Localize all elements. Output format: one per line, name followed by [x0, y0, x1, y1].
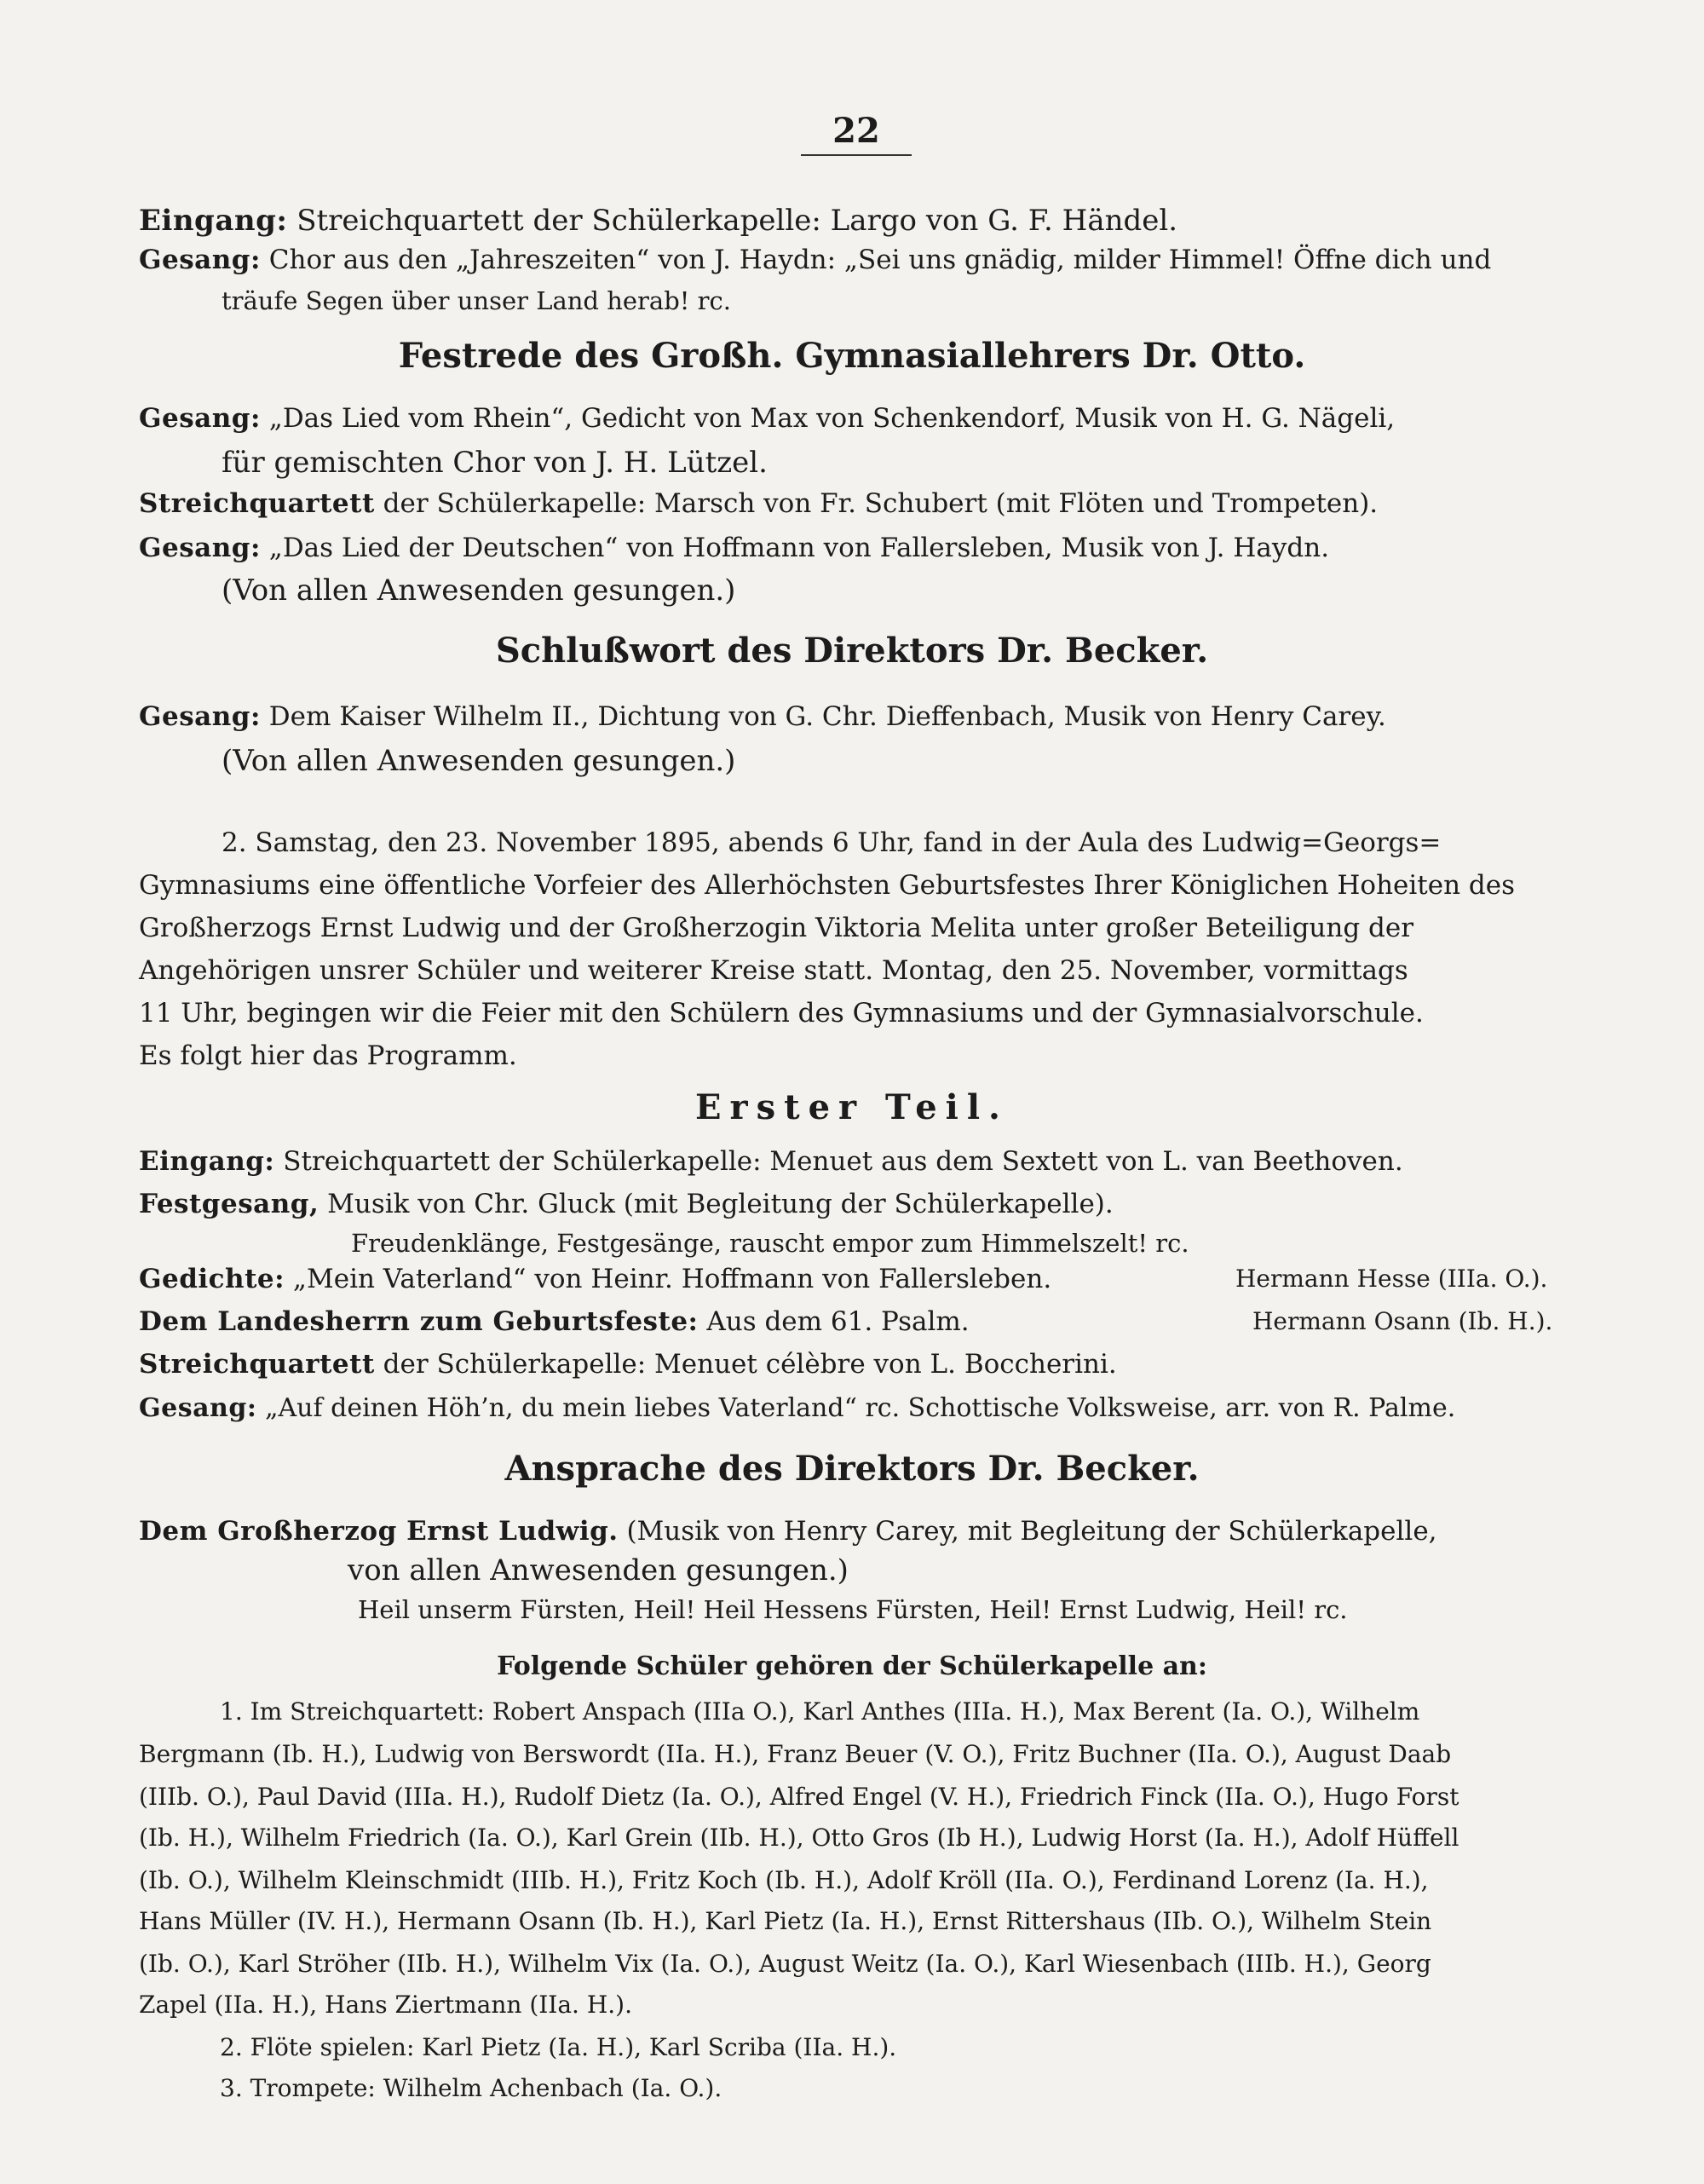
- paragraph-line: Es folgt hier das Programm.: [139, 1040, 517, 1071]
- member-line: (Ib. O.), Karl Ströher (IIb. H.), Wilhelm Vix (Ia. O.), August Weitz (Ia. O.), Karl Wiesenbach (IIIb. H.), Georg: [139, 1950, 1431, 1978]
- member-list-heading: Folgende Schüler gehören der Schülerkapelle an:: [497, 1651, 1207, 1681]
- paragraph-line: Angehörigen unsrer Schüler und weiterer Kreise statt. Montag, den 25. November, vormittags: [139, 955, 1408, 986]
- program-line: [139, 697, 1386, 736]
- line-label: Gedichte:: [139, 1264, 285, 1294]
- member-line: Bergmann (Ib. H.), Ludwig von Berswordt (IIa. H.), Franz Beuer (V. O.), Fritz Buchner (IIa. O.), August Daab: [139, 1740, 1452, 1768]
- line-label: Gesang:: [139, 701, 261, 732]
- program-line: für gemischten Chor von J. H. Lützel.: [222, 446, 768, 480]
- line-text: „Das Lied der Deutschen“ von Hoffmann von Fallersleben, Musik von J. Haydn.: [260, 533, 1330, 563]
- program-line: [139, 1345, 1117, 1384]
- reciter-name: Hermann Hesse (IIIa. O.).: [1235, 1265, 1548, 1293]
- program-line: [139, 240, 1491, 279]
- line-label: Streichquartett: [139, 488, 375, 519]
- line-label: Eingang:: [139, 204, 288, 238]
- section-heading: Ansprache des Direktors Dr. Becker.: [504, 1449, 1200, 1489]
- paragraph-line: 11 Uhr, begingen wir die Feier mit den Schülern des Gymnasiums und der Gymnasialvorschule.: [139, 998, 1424, 1029]
- line-label: Gesang:: [139, 245, 261, 275]
- line-text: Chor aus den „Jahreszeiten“ von J. Haydn: „Sei uns gnädig, milder Himmel! Öffne dich und: [260, 245, 1492, 275]
- program-line: von allen Anwesenden gesungen.): [348, 1553, 849, 1588]
- program-line: Freudenklänge, Festgesänge, rauscht empor zum Himmelszelt! rc.: [351, 1229, 1189, 1258]
- line-label: Gesang:: [139, 533, 261, 563]
- line-text: „Das Lied vom Rhein“, Gedicht von Max von Schenkendorf, Musik von H. G. Nägeli,: [260, 403, 1396, 434]
- member-line: Hans Müller (IV. H.), Hermann Osann (Ib. H.), Karl Pietz (Ia. H.), Ernst Rittershaus (IIb. O.), Wilhelm Stein: [139, 1907, 1432, 1935]
- program-line: [139, 1142, 1403, 1181]
- member-line: (Ib. H.), Wilhelm Friedrich (Ia. O.), Karl Grein (IIb. H.), Otto Gros (Ib H.), Ludwig Horst (Ia. H.), Adolf Hüffell: [139, 1824, 1459, 1852]
- program-line: träufe Segen über unser Land herab! rc.: [222, 286, 731, 315]
- line-label: Streichquartett: [139, 1349, 375, 1380]
- line-text: „Auf deinen Höh’n, du mein liebes Vaterland“ rc. Schottische Volksweise, arr. von R. Palme.: [256, 1393, 1456, 1423]
- line-text: Streichquartett der Schülerkapelle: Largo von G. F. Händel.: [287, 204, 1178, 238]
- line-text: „Mein Vaterland“ von Heinr. Hoffmann von Fallersleben.: [285, 1264, 1052, 1294]
- paragraph-line: Gymnasiums eine öffentliche Vorfeier des Allerhöchsten Geburtsfestes Ihrer Königlichen Hoheiten des: [139, 870, 1516, 901]
- line-text: der Schülerkapelle: Menuet célèbre von L. Boccherini.: [374, 1349, 1117, 1380]
- program-line: [139, 1512, 1437, 1551]
- program-line: [139, 1302, 970, 1341]
- program-line: [139, 399, 1395, 438]
- section-heading: Schlußwort des Direktors Dr. Becker.: [495, 631, 1209, 671]
- section-heading: Erster Teil.: [695, 1087, 1009, 1127]
- member-line: (IIIb. O.), Paul David (IIIa. H.), Rudolf Dietz (Ia. O.), Alfred Engel (V. H.), Friedrich Finck (IIa. O.), Hugo Forst: [139, 1783, 1459, 1811]
- program-line: [139, 1184, 1114, 1224]
- page-number: 22: [801, 111, 912, 156]
- member-line: Zapel (IIa. H.), Hans Ziertmann (IIa. H.).: [139, 1991, 633, 2019]
- line-label: Festgesang,: [139, 1189, 320, 1219]
- line-label: Gesang:: [139, 403, 261, 434]
- line-label: Eingang:: [139, 1146, 275, 1177]
- line-label: Dem Großherzog Ernst Ludwig.: [139, 1516, 619, 1547]
- program-line: (Von allen Anwesenden gesungen.): [222, 744, 736, 778]
- line-text: Musik von Chr. Gluck (mit Begleitung der Schülerkapelle).: [319, 1189, 1114, 1219]
- line-label: Dem Landesherrn zum Geburtsfeste:: [139, 1306, 699, 1337]
- line-text: Aus dem 61. Psalm.: [698, 1306, 970, 1337]
- line-label: Gesang:: [139, 1393, 257, 1423]
- member-line: 2. Flöte spielen: Karl Pietz (Ia. H.), Karl Scriba (IIa. H.).: [220, 2033, 897, 2061]
- program-line: [139, 528, 1329, 568]
- member-line: (Ib. O.), Wilhelm Kleinschmidt (IIIb. H.), Fritz Koch (Ib. H.), Adolf Kröll (IIa. O.), Ferdinand Lorenz (Ia. H.),: [139, 1866, 1429, 1894]
- program-line: [139, 1389, 1455, 1428]
- program-line: (Von allen Anwesenden gesungen.): [222, 573, 736, 608]
- section-heading: Festrede des Großh. Gymnasiallehrers Dr. Otto.: [398, 336, 1306, 376]
- program-line: [139, 1259, 1051, 1299]
- program-line: [139, 484, 1378, 523]
- program-line: [139, 201, 1177, 240]
- line-text: Dem Kaiser Wilhelm II., Dichtung von G. Chr. Dieffenbach, Musik von Henry Carey.: [260, 701, 1386, 732]
- program-line: Heil unserm Fürsten, Heil! Heil Hessens Fürsten, Heil! Ernst Ludwig, Heil! rc.: [358, 1595, 1348, 1624]
- member-line: 1. Im Streichquartett: Robert Anspach (IIIa O.), Karl Anthes (IIIa. H.), Max Berent (Ia. O.), Wilhelm: [220, 1697, 1420, 1726]
- paragraph-line: Großherzogs Ernst Ludwig und der Großherzogin Viktoria Melita unter großer Beteiligung der: [139, 913, 1414, 943]
- line-text: der Schülerkapelle: Marsch von Fr. Schubert (mit Flöten und Trompeten).: [374, 488, 1379, 519]
- line-text: (Musik von Henry Carey, mit Begleitung der Schülerkapelle,: [618, 1516, 1437, 1547]
- reciter-name: Hermann Osann (Ib. H.).: [1252, 1307, 1553, 1335]
- paragraph-line: 2. Samstag, den 23. November 1895, abends 6 Uhr, fand in der Aula des Ludwig=Georgs=: [222, 827, 1442, 858]
- member-line: 3. Trompete: Wilhelm Achenbach (Ia. O.).: [220, 2074, 722, 2102]
- line-text: Streichquartett der Schülerkapelle: Menuet aus dem Sextett von L. van Beethoven.: [274, 1146, 1403, 1177]
